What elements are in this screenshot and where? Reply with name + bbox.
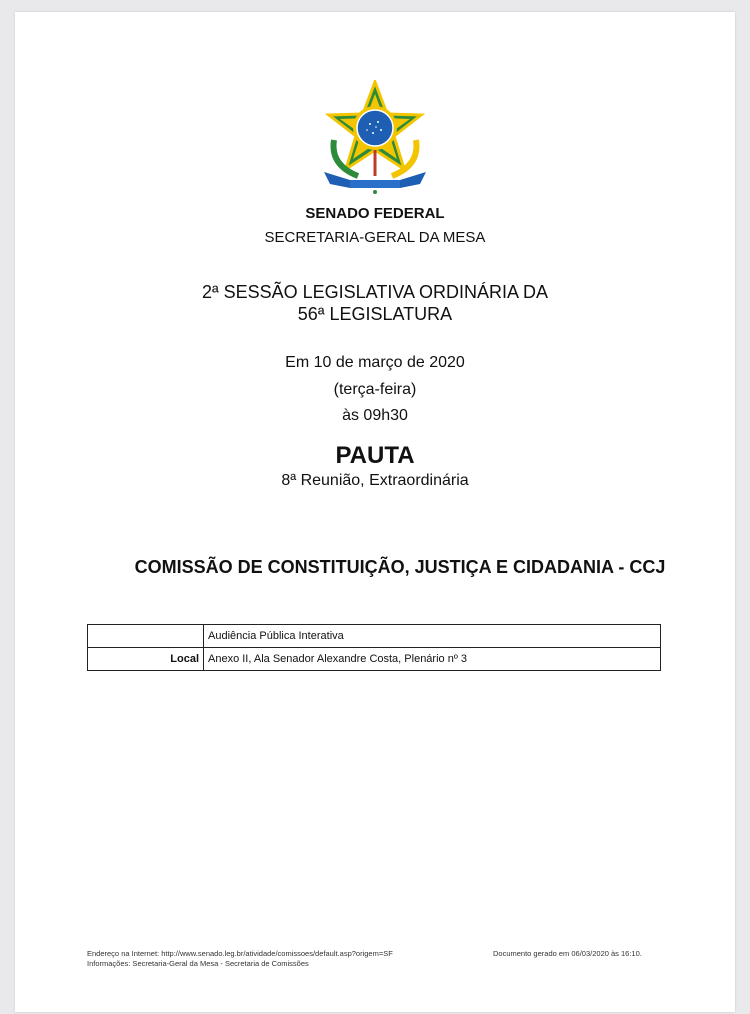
table-row (88, 648, 661, 671)
meeting-time: às 09h30 (342, 407, 408, 424)
committee-name: COMISSÃO DE CONSTITUIÇÃO, JUSTIÇA E CIDADANIA - CCJ (134, 557, 666, 577)
footer-generated: Documento gerado em 06/03/2020 às 16:10. (493, 949, 642, 958)
footer-info: Informações: Secretaria-Geral da Mesa - Secretaria de Comissões (87, 959, 309, 968)
legislative-session (15, 281, 735, 325)
meeting-weekday: (terça-feira) (333, 381, 417, 398)
session-line-1: 2ª SESSÃO LEGISLATIVA ORDINÁRIA DA (201, 282, 549, 302)
row-value: Audiência Pública Interativa (204, 625, 661, 648)
footer-left (87, 949, 393, 969)
meeting-type: 8ª Reunião, Extraordinária (281, 472, 469, 489)
footer-address: Endereço na Internet: http://www.senado.leg.br/atividade/comissoes/default.asp?origem=SF (87, 949, 393, 958)
secretaria-name: SECRETARIA-GERAL DA MESA (264, 229, 486, 246)
table-row (88, 625, 661, 648)
row-label (88, 625, 204, 648)
meeting-date: Em 10 de março de 2020 (285, 354, 465, 371)
meeting-info-table (87, 624, 661, 671)
document-page (15, 12, 735, 1012)
page-title: PAUTA (335, 442, 415, 469)
row-label: Local (88, 648, 204, 671)
brazil-coat-of-arms-emblem (320, 80, 430, 196)
session-line-2: 56ª LEGISLATURA (297, 304, 453, 324)
organization-name: SENADO FEDERAL (305, 205, 445, 222)
row-value: Anexo II, Ala Senador Alexandre Costa, Plenário nº 3 (204, 648, 661, 671)
